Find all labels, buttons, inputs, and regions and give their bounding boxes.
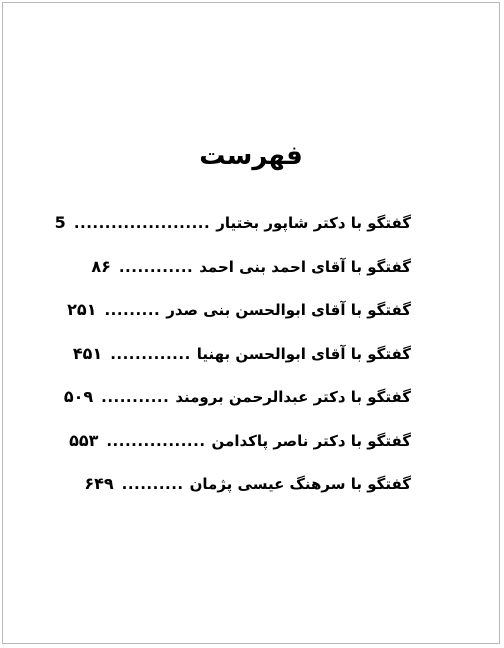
toc-entry-leader: ................ <box>106 431 206 450</box>
toc-entry[interactable] <box>69 419 411 463</box>
toc-entry-page: 5 <box>54 213 66 232</box>
toc-entry-page: ۸۶ <box>91 256 111 276</box>
toc-entry-text: گفتگو با آقای ابوالحسن بنی صدر <box>166 301 411 319</box>
toc-entry-leader: .......... <box>121 475 184 493</box>
toc-entry-leader: ......... <box>104 301 161 319</box>
toc-entry[interactable] <box>84 462 411 506</box>
document-page <box>2 2 500 644</box>
toc-entry-page: ۵۰۹ <box>63 387 94 406</box>
toc-entry-text: گفتگو با دکتر شاپور بختیار <box>216 214 411 232</box>
toc-entry[interactable] <box>54 201 411 245</box>
toc-entry-text: گفتگو با آقای ابوالحسن بهنیا <box>196 344 411 363</box>
toc-entry-text: گفتگو با دکتر ناصر پاکدامن <box>211 431 411 450</box>
toc-entry[interactable] <box>67 288 411 332</box>
toc-entry-text: گفتگو با دکتر عبدالرحمن برومند <box>175 388 411 406</box>
toc-list <box>54 201 411 506</box>
toc-entry-text: گفتگو با آقای احمد بنی احمد <box>199 257 411 276</box>
toc-entry-leader: ............. <box>110 344 191 363</box>
toc-entry[interactable] <box>72 332 411 376</box>
toc-entry-text: گفتگو با سرهنگ عیسی پژمان <box>189 475 411 493</box>
toc-entry-page: ۲۵۱ <box>67 300 97 319</box>
toc-entry-page: ۴۵۱ <box>72 343 103 363</box>
toc-entry-page: ۵۵۳ <box>69 430 99 450</box>
toc-entry-leader: ...................... <box>73 214 211 232</box>
toc-title: فهرست <box>199 141 303 171</box>
toc-entry[interactable] <box>63 375 411 419</box>
toc-entry-leader: ............ <box>118 257 194 276</box>
toc-entry-page: ۶۴۹ <box>84 474 114 493</box>
toc-entry[interactable] <box>91 245 411 289</box>
toc-entry-leader: ........... <box>101 388 170 406</box>
